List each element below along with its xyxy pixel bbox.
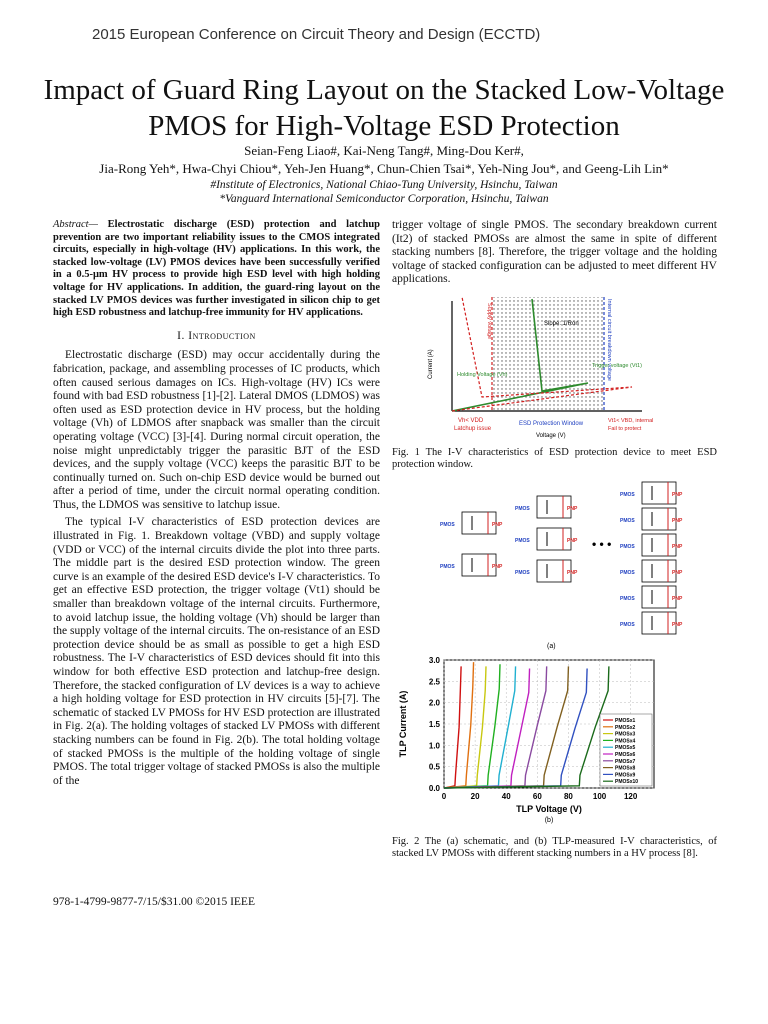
abstract-text: Electrostatic discharge (ESD) protection and latchup prevention are two important reliability issues to the CMOS integrated circuits, especially in high-voltage (HV) applications. In this work, the stacked low-voltage (LV) PMOS devices have been successfully verified in a 0.5-μm HV process to provide high ESD level with high holding voltage for HV applications. In addition, the guard-ring layout on the stacked LV PMOS devices was further investigated in silicon chip to get high ESD robustness and latchup-free immunity for HV applications. [53,219,380,319]
intro-paragraph-1: Electrostatic discharge (ESD) may occur accidentally during the fabrication, package, and assembling processes of IC products, which often caused serious damages on ICs. High-voltage (HV) ICs were found with bad ESD robustness [1]-[2]. Lateral DMOS (LDMOS) was often used as ESD protection device in HV process, but the holding voltage (Vh) of LDMOS after snapback was smaller than the circuit operating voltage (VCC) [3]-[4]. During normal circuit operation, the noise might unpredictably trigger the parasitic BJT of the ESD devices, and the supply voltage (VCC) keeps the parasitic BJT to be continually turned on. Such on-chip ESD device would be burned out after a period of time, under the circuit normal operating condition. Thus, the LDMOS was sensitive to latchup issue. [53,349,380,511]
pmos-cell-box [642,534,676,556]
affiliation-1: #Institute of Electronics, National Chiao-Tung University, Hsinchu, Taiwan [210,179,558,191]
fail-label-1: Vt1< VBD, internal [608,417,654,424]
intro-paragraph-2: The typical I-V characteristics of ESD protection devices are illustrated in Fig. 1. Breakdown voltage (VBD) and supply voltage (VDD or VCC) of the internal circuits divide the plot into three parts. The middle part is the desired ESD protection window. The green curve is an example of the desired ESD device's I-V characteristics. To get an effective ESD protection, the trigger voltage (Vt1) should be smaller than breakdown voltage of the internal circuits. Furthermore, to avoid latchup issue, the holding voltage (Vh) should be larger than the supply voltage of the internal circuits. The on-resistance of an ESD protection device should be as small as possible to get a high ESD robustness. The I-V characteristics of ESD devices should fit into this window for both effective ESD protection and latchup-free design. Therefore, the stacked configuration of LV devices is a way to achieve a high holding voltage for ESD protection in HV circuits [5]-[7]. The schematic of stacked LV PMOSs for HV ESD protection are illustrated in Fig. 2(a). The holding voltages of stacked LV PMOSs with different stacking numbers can be found in Fig. 2(b). The total holding voltage of stacked PMOSs is the multiple of the holding voltage of single PMOS. The total trigger voltage of stacked PMOSs is also the multiple of the [53,516,380,787]
pnp-label: PNP [567,569,578,576]
slope-label: Slope: 1/Ron [544,320,579,327]
pmos-cell [440,554,503,576]
x-tick-label: 0 [441,791,447,801]
fig1-xlabel: Voltage (V) [536,432,566,439]
figure-2a [392,478,717,654]
figure-2-caption: Fig. 2 The (a) schematic, and (b) TLP-measured I-V characteristics, of stacked LV PMOSs with different stacking numbers in a HV process [8]. [392,835,717,860]
y-tick-label: 1.5 [428,719,440,729]
affiliation-2: *Vanguard International Semiconductor Corporation, Hsinchu, Taiwan [219,193,549,205]
legend-entry: PMOSx5 [615,745,636,752]
trigger-voltage-label: Trigger voltage (Vt1) [592,362,642,369]
pmos-cell-box [642,612,676,634]
pmos-cell [620,612,683,634]
pmos-cell-box [537,560,571,582]
pmos-label: PMOS [440,521,455,528]
authors-line-1: Seian-Feng Liao#, Kai-Neng Tang#, Ming-Dou Ker#, [244,143,524,158]
x-tick-label: 40 [501,791,511,801]
figure-2a-schematic [392,478,717,654]
y-tick-label: 1.0 [428,741,440,751]
y-axis-label: TLP Current (A) [398,690,408,758]
pmos-label: PMOS [440,563,455,570]
x-tick-label: 60 [532,791,542,801]
y-tick-label: 2.0 [428,698,440,708]
copyright-footer: 978-1-4799-9877-7/15/$31.00 ©2015 IEEE [53,896,255,908]
fail-label-2: Fail to protect [608,425,642,432]
pmos-label: PMOS [620,569,635,576]
ellipsis: • • • [592,536,612,551]
x-tick-label: 120 [623,791,638,801]
legend-entry: PMOSx1 [615,717,636,724]
abstract [53,219,380,320]
legend-entry: PMOSx7 [615,758,636,765]
legend-entry: PMOSx9 [615,772,636,779]
figure-1-caption: Fig. 1 The I-V characteristics of ESD protection device to meet ESD protection window. [392,446,717,471]
pmos-cell [515,496,578,518]
x-tick-label: 20 [470,791,480,801]
pnp-label: PNP [672,491,683,498]
fig1-ylabel: Current (A) [428,349,434,379]
pmos-cell [440,512,503,534]
pnp-label: PNP [567,537,578,544]
pmos-cell [620,560,683,582]
x-tick-label: 100 [592,791,607,801]
pmos-label: PMOS [620,595,635,602]
pnp-label: PNP [672,543,683,550]
pnp-label: PNP [672,569,683,576]
paper-title: Impact of Guard Ring Layout on the Stacked Low-Voltage PMOS for High-Voltage ESD Protection [43,74,725,142]
pmos-label: PMOS [620,621,635,628]
legend-entry: PMOSx4 [615,738,636,745]
intro-paragraph-3: trigger voltage of single PMOS. The secondary breakdown current (It2) of stacked PMOSs are almost the same in spite of different stacking numbers [8]. Therefore, the trigger voltage and the holding voltage of stacked configuration can be adjusted to meet different HV applications. [392,219,717,286]
esd-window-label: ESD Protection Window [519,420,584,427]
x-tick-label: 80 [563,791,573,801]
supply-voltage-label: Supply voltage [486,302,492,340]
pmos-cell-box [642,586,676,608]
pmos-cell [620,534,683,556]
pmos-label: PMOS [515,537,530,544]
pmos-cell-box [462,554,496,576]
pnp-label: PNP [492,563,503,570]
abstract-label: Abstract— [53,219,98,230]
legend-entry: PMOSx8 [615,765,636,772]
pmos-label: PMOS [620,517,635,524]
figure-2b [392,654,717,824]
legend-entry: PMOSx10 [615,779,639,786]
pmos-cell [515,528,578,550]
legend-entry: PMOSx2 [615,724,636,731]
pmos-cell [515,560,578,582]
fig2a-label: (a) [547,642,556,650]
pnp-label: PNP [672,595,683,602]
pmos-cell-box [537,496,571,518]
breakdown-voltage-label: Internal circuit breakdown voltage [606,298,612,381]
pnp-label: PNP [492,521,503,528]
y-tick-label: 0.5 [428,762,440,772]
pmos-cell [620,508,683,530]
left-column [53,219,380,792]
pmos-cell-box [537,528,571,550]
conference-header: 2015 European Conference on Circuit Theory and Design (ECCTD) [92,26,541,43]
legend-entry: PMOSx3 [615,731,636,738]
legend-entry: PMOSx6 [615,751,636,758]
y-tick-label: 3.0 [428,655,440,665]
authors-line-2: Jia-Rong Yeh*, Hwa-Chyi Chiou*, Yeh-Jen Huang*, Chun-Chien Tsai*, Yeh-Ning Jou*, and Geeng-Lih Lin* [99,161,669,176]
tlp-iv-chart [392,654,717,824]
section-heading-introduction: I. Introduction [177,329,256,342]
esd-window-region [492,297,604,411]
right-column [392,219,717,861]
pmos-cell [620,586,683,608]
latchup-label-2: Latchup issue [454,425,492,432]
pmos-label: PMOS [620,543,635,550]
pnp-label: PNP [672,517,683,524]
pnp-label: PNP [567,505,578,512]
pnp-label: PNP [672,621,683,628]
pmos-label: PMOS [515,569,530,576]
figure-1-graphic [392,291,717,439]
latchup-label-1: Vh< VDD [458,417,484,424]
pmos-cell-box [642,560,676,582]
pmos-cell-box [642,482,676,504]
pmos-cell-box [462,512,496,534]
holding-voltage-label: Holding Voltage (Vh) [457,371,508,378]
figure-1 [392,291,717,439]
pmos-cell-box [642,508,676,530]
pmos-label: PMOS [620,491,635,498]
pmos-label: PMOS [515,505,530,512]
y-tick-label: 0.0 [428,783,440,793]
pmos-cell [620,482,683,504]
x-axis-label: TLP Voltage (V) [516,803,582,814]
y-tick-label: 2.5 [428,677,440,687]
fig2b-label: (b) [544,816,554,824]
